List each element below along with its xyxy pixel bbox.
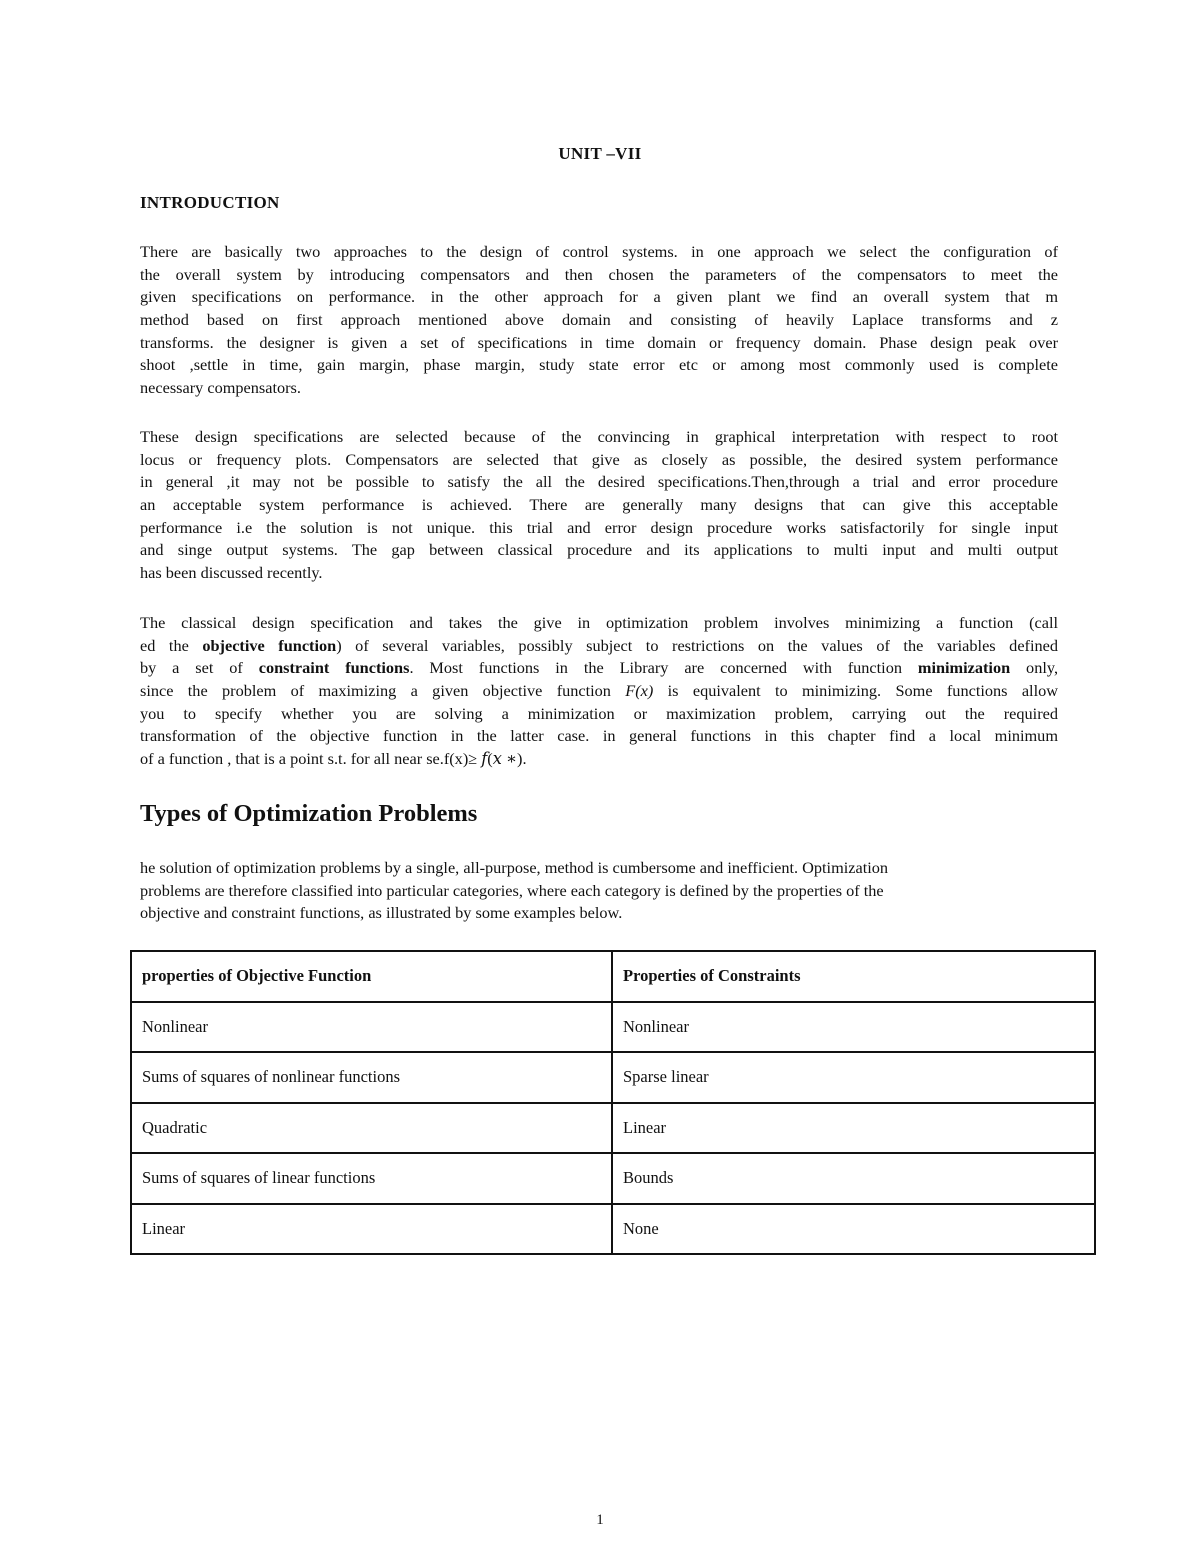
text-line: [140, 657, 1058, 680]
table-cell: Sparse linear: [612, 1052, 1095, 1103]
table-cell: Nonlinear: [131, 1002, 612, 1053]
text-line: transformation of the objective function in the latter case. in general functions in this chapter find a local minimum: [140, 726, 1058, 746]
text-run: only,: [1010, 658, 1058, 678]
term-minimization: minimization: [917, 658, 1011, 678]
introduction-paragraph-2: [140, 426, 1058, 585]
text-line: There are basically two approaches to the design of control systems. in one approach we select the configuration of: [140, 242, 1058, 261]
text-line: problems are therefore classified into particular categories, where each category is defined by the properties of the: [140, 880, 884, 900]
table-row: [131, 1204, 1095, 1255]
table-row: [131, 1153, 1095, 1204]
table-row: [131, 1052, 1095, 1103]
introduction-paragraph-3: [140, 612, 1058, 771]
text-line: an acceptable system performance is achieved. There are generally many designs that can give this acceptable: [140, 495, 1058, 515]
text-line: [140, 748, 1058, 771]
table-cell: None: [612, 1204, 1095, 1255]
text-line: he solution of optimization problems by a single, all-purpose, method is cumbersome and inefficient. Optimization: [140, 858, 889, 877]
text-line: the overall system by introducing compensators and then chosen the parameters of the compensators to meet the: [140, 264, 1058, 284]
text-line: you to specify whether you are solving a minimization or maximization problem, carrying out the required: [140, 703, 1058, 723]
term-constraint-functions: constraint functions: [258, 658, 410, 678]
table-header-cell: Properties of Constraints: [612, 951, 1095, 1002]
text-line: These design specifications are selected because of the convincing in graphical interpretation with respect to root: [140, 427, 1058, 446]
table-cell: Linear: [612, 1103, 1095, 1154]
section-heading: Types of Optimization Problems: [140, 800, 478, 827]
text-run: of a function , that is a point s.t. for all near se.f(x)≥: [140, 749, 482, 769]
page-number: 1: [596, 1512, 604, 1528]
text-line: locus or frequency plots. Compensators are selected that give as closely as possible, the desired system performance: [140, 449, 1058, 469]
text-line: and singe output systems. The gap between classical procedure and its applications to multi input and multi output: [140, 540, 1058, 560]
text-line: given specifications on performance. in the other approach for a given plant we find an overall system that m: [140, 287, 1058, 307]
table-cell: Sums of squares of nonlinear functions: [131, 1052, 612, 1103]
table-cell: Nonlinear: [612, 1002, 1095, 1053]
text-run: . Most functions in the Library are concerned with function: [409, 658, 918, 678]
text-run: ) of several variables, possibly subject to restrictions on the values of the variables defined: [336, 635, 1058, 655]
text-line: [140, 680, 1058, 703]
text-line: shoot ,settle in time, gain margin, phase margin, study state error etc or among most commonly used is complete: [140, 355, 1058, 375]
properties-table: [130, 950, 1096, 1255]
formula-fx: F(x): [625, 681, 654, 701]
text-run: since the problem of maximizing a given objective function: [140, 681, 626, 701]
formula-f-x-star: 𝑓(𝑥 ∗): [481, 749, 523, 769]
unit-title: UNIT –VII: [558, 144, 642, 163]
text-line: necessary compensators.: [140, 378, 301, 398]
text-line: performance i.e the solution is not unique. this trial and error design procedure works satisfactorily for single input: [140, 517, 1058, 537]
table-header-row: [131, 951, 1095, 1002]
text-run: by a set of: [140, 658, 259, 678]
table-cell: Quadratic: [131, 1103, 612, 1154]
term-objective-function: objective function: [202, 635, 337, 655]
table-cell: Linear: [131, 1204, 612, 1255]
text-line: objective and constraint functions, as illustrated by some examples below.: [140, 903, 623, 923]
text-line: [140, 635, 1058, 658]
text-line: has been discussed recently.: [140, 563, 323, 583]
text-line: in general ,it may not be possible to satisfy the all the desired specifications.Then,through a trial and error procedure: [140, 472, 1058, 492]
text-run: is equivalent to minimizing. Some functions allow: [653, 681, 1058, 701]
table-cell: Bounds: [612, 1153, 1095, 1204]
text-line: method based on first approach mentioned above domain and consisting of heavily Laplace transforms and z: [140, 310, 1058, 330]
text-line: transforms. the designer is given a set of specifications in time domain or frequency domain. Phase design peak over: [140, 332, 1058, 352]
text-line: The classical design specification and takes the give in optimization problem involves minimizing a function (call: [140, 613, 1058, 632]
text-run: ed the: [140, 635, 203, 655]
introduction-heading: INTRODUCTION: [140, 193, 280, 212]
table-cell: Sums of squares of linear functions: [131, 1153, 612, 1204]
optimization-types-paragraph: [140, 857, 1046, 925]
text-run: .: [522, 749, 527, 769]
table-row: [131, 1002, 1095, 1053]
introduction-paragraph-1: [140, 241, 1058, 400]
table-row: [131, 1103, 1095, 1154]
table-header-cell: properties of Objective Function: [131, 951, 612, 1002]
